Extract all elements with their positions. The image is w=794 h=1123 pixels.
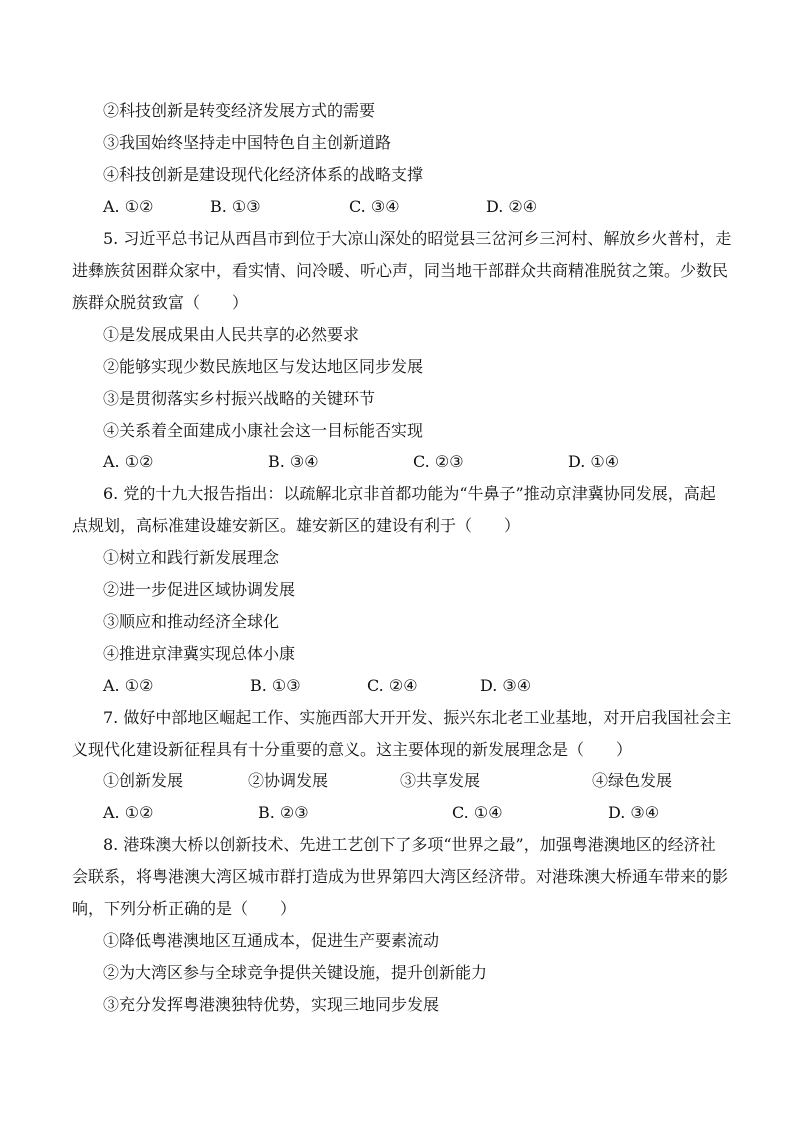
q6-item-1: ①树立和践行新发展理念 [103, 548, 280, 567]
q6-stem-line-1: 6. 党的十九大报告指出：以疏解北京非首都功能为“牛鼻子”推动京津冀协同发展，高起 [103, 484, 716, 503]
q4-option-c[interactable]: C. ③④ [349, 197, 400, 216]
q5-stem-line-3: 族群众脱贫致富（ ） [72, 293, 249, 312]
q7-option-c[interactable]: C. ①④ [452, 803, 503, 822]
q6-option-c[interactable]: C. ②④ [367, 676, 418, 695]
q6-option-a[interactable]: A. ①② [103, 676, 154, 695]
q7-option-d[interactable]: D. ③④ [608, 803, 660, 822]
q6-item-2: ②进一步促进区域协调发展 [103, 580, 296, 599]
q7-option-b[interactable]: B. ②③ [258, 803, 309, 822]
q5-option-d[interactable]: D. ①④ [568, 452, 620, 471]
q5-option-c[interactable]: C. ②③ [413, 452, 464, 471]
q7-option-a[interactable]: A. ①② [103, 803, 154, 822]
q4-item-3: ③我国始终坚持走中国特色自主创新道路 [103, 133, 392, 152]
q5-option-a[interactable]: A. ①② [103, 452, 154, 471]
q7-item-3: ③共享发展 [400, 771, 481, 790]
q6-item-4: ④推进京津冀实现总体小康 [103, 644, 296, 663]
q8-item-2: ②为大湾区参与全球竞争提供关键设施，提升创新能力 [103, 963, 488, 982]
q5-stem-line-1: 5. 习近平总书记从西昌市到位于大凉山深处的昭觉县三岔河乡三河村、解放乡火普村，走 [103, 229, 732, 248]
q8-stem-line-3: 响，下列分析正确的是（ ） [72, 899, 297, 918]
q4-option-a[interactable]: A. ①② [103, 197, 154, 216]
q5-option-b[interactable]: B. ③④ [268, 452, 319, 471]
q7-item-2: ②协调发展 [248, 771, 329, 790]
q7-item-1: ①创新发展 [103, 771, 184, 790]
q5-item-4: ④关系着全面建成小康社会这一目标能否实现 [103, 421, 424, 440]
q5-item-2: ②能够实现少数民族地区与发达地区同步发展 [103, 357, 424, 376]
q8-item-3: ③充分发挥粤港澳独特优势，实现三地同步发展 [103, 995, 440, 1014]
q8-stem-line-1: 8. 港珠澳大桥以创新技术、先进工艺创下了多项“世界之最”，加强粤港澳地区的经济社 [103, 835, 716, 854]
q7-item-4: ④绿色发展 [592, 771, 673, 790]
q7-stem-line-1: 7. 做好中部地区崛起工作、实施西部大开开发、振兴东北老工业基地，对开启我国社会主 [103, 708, 732, 727]
q4-item-2: ②科技创新是转变经济发展方式的需要 [103, 101, 376, 120]
q8-item-1: ①降低粤港澳地区互通成本，促进生产要素流动 [103, 931, 440, 950]
q4-option-b[interactable]: B. ①③ [210, 197, 261, 216]
q5-stem-line-2: 进彝族贫困群众家中，看实情、问冷暖、听心声，同当地干部群众共商精准脱贫之策。少数民 [72, 261, 729, 280]
q6-stem-line-2: 点规划，高标准建设雄安新区。雄安新区的建设有利于（ ） [72, 516, 521, 535]
q4-option-d[interactable]: D. ②④ [486, 197, 538, 216]
q8-stem-line-2: 会联系，将粤港澳大湾区城市群打造成为世界第四大湾区经济带。对港珠澳大桥通车带来的影 [72, 867, 729, 886]
q5-item-1: ①是发展成果由人民共享的必然要求 [103, 325, 360, 344]
q6-option-b[interactable]: B. ①③ [250, 676, 301, 695]
q7-stem-line-2: 义现代化建设新征程具有十分重要的意义。这主要体现的新发展理念是（ ） [72, 740, 633, 759]
q6-option-d[interactable]: D. ③④ [480, 676, 532, 695]
q4-item-4: ④科技创新是建设现代化经济体系的战略支撑 [103, 165, 424, 184]
q6-item-3: ③顺应和推动经济全球化 [103, 612, 280, 631]
q5-item-3: ③是贯彻落实乡村振兴战略的关键环节 [103, 389, 376, 408]
